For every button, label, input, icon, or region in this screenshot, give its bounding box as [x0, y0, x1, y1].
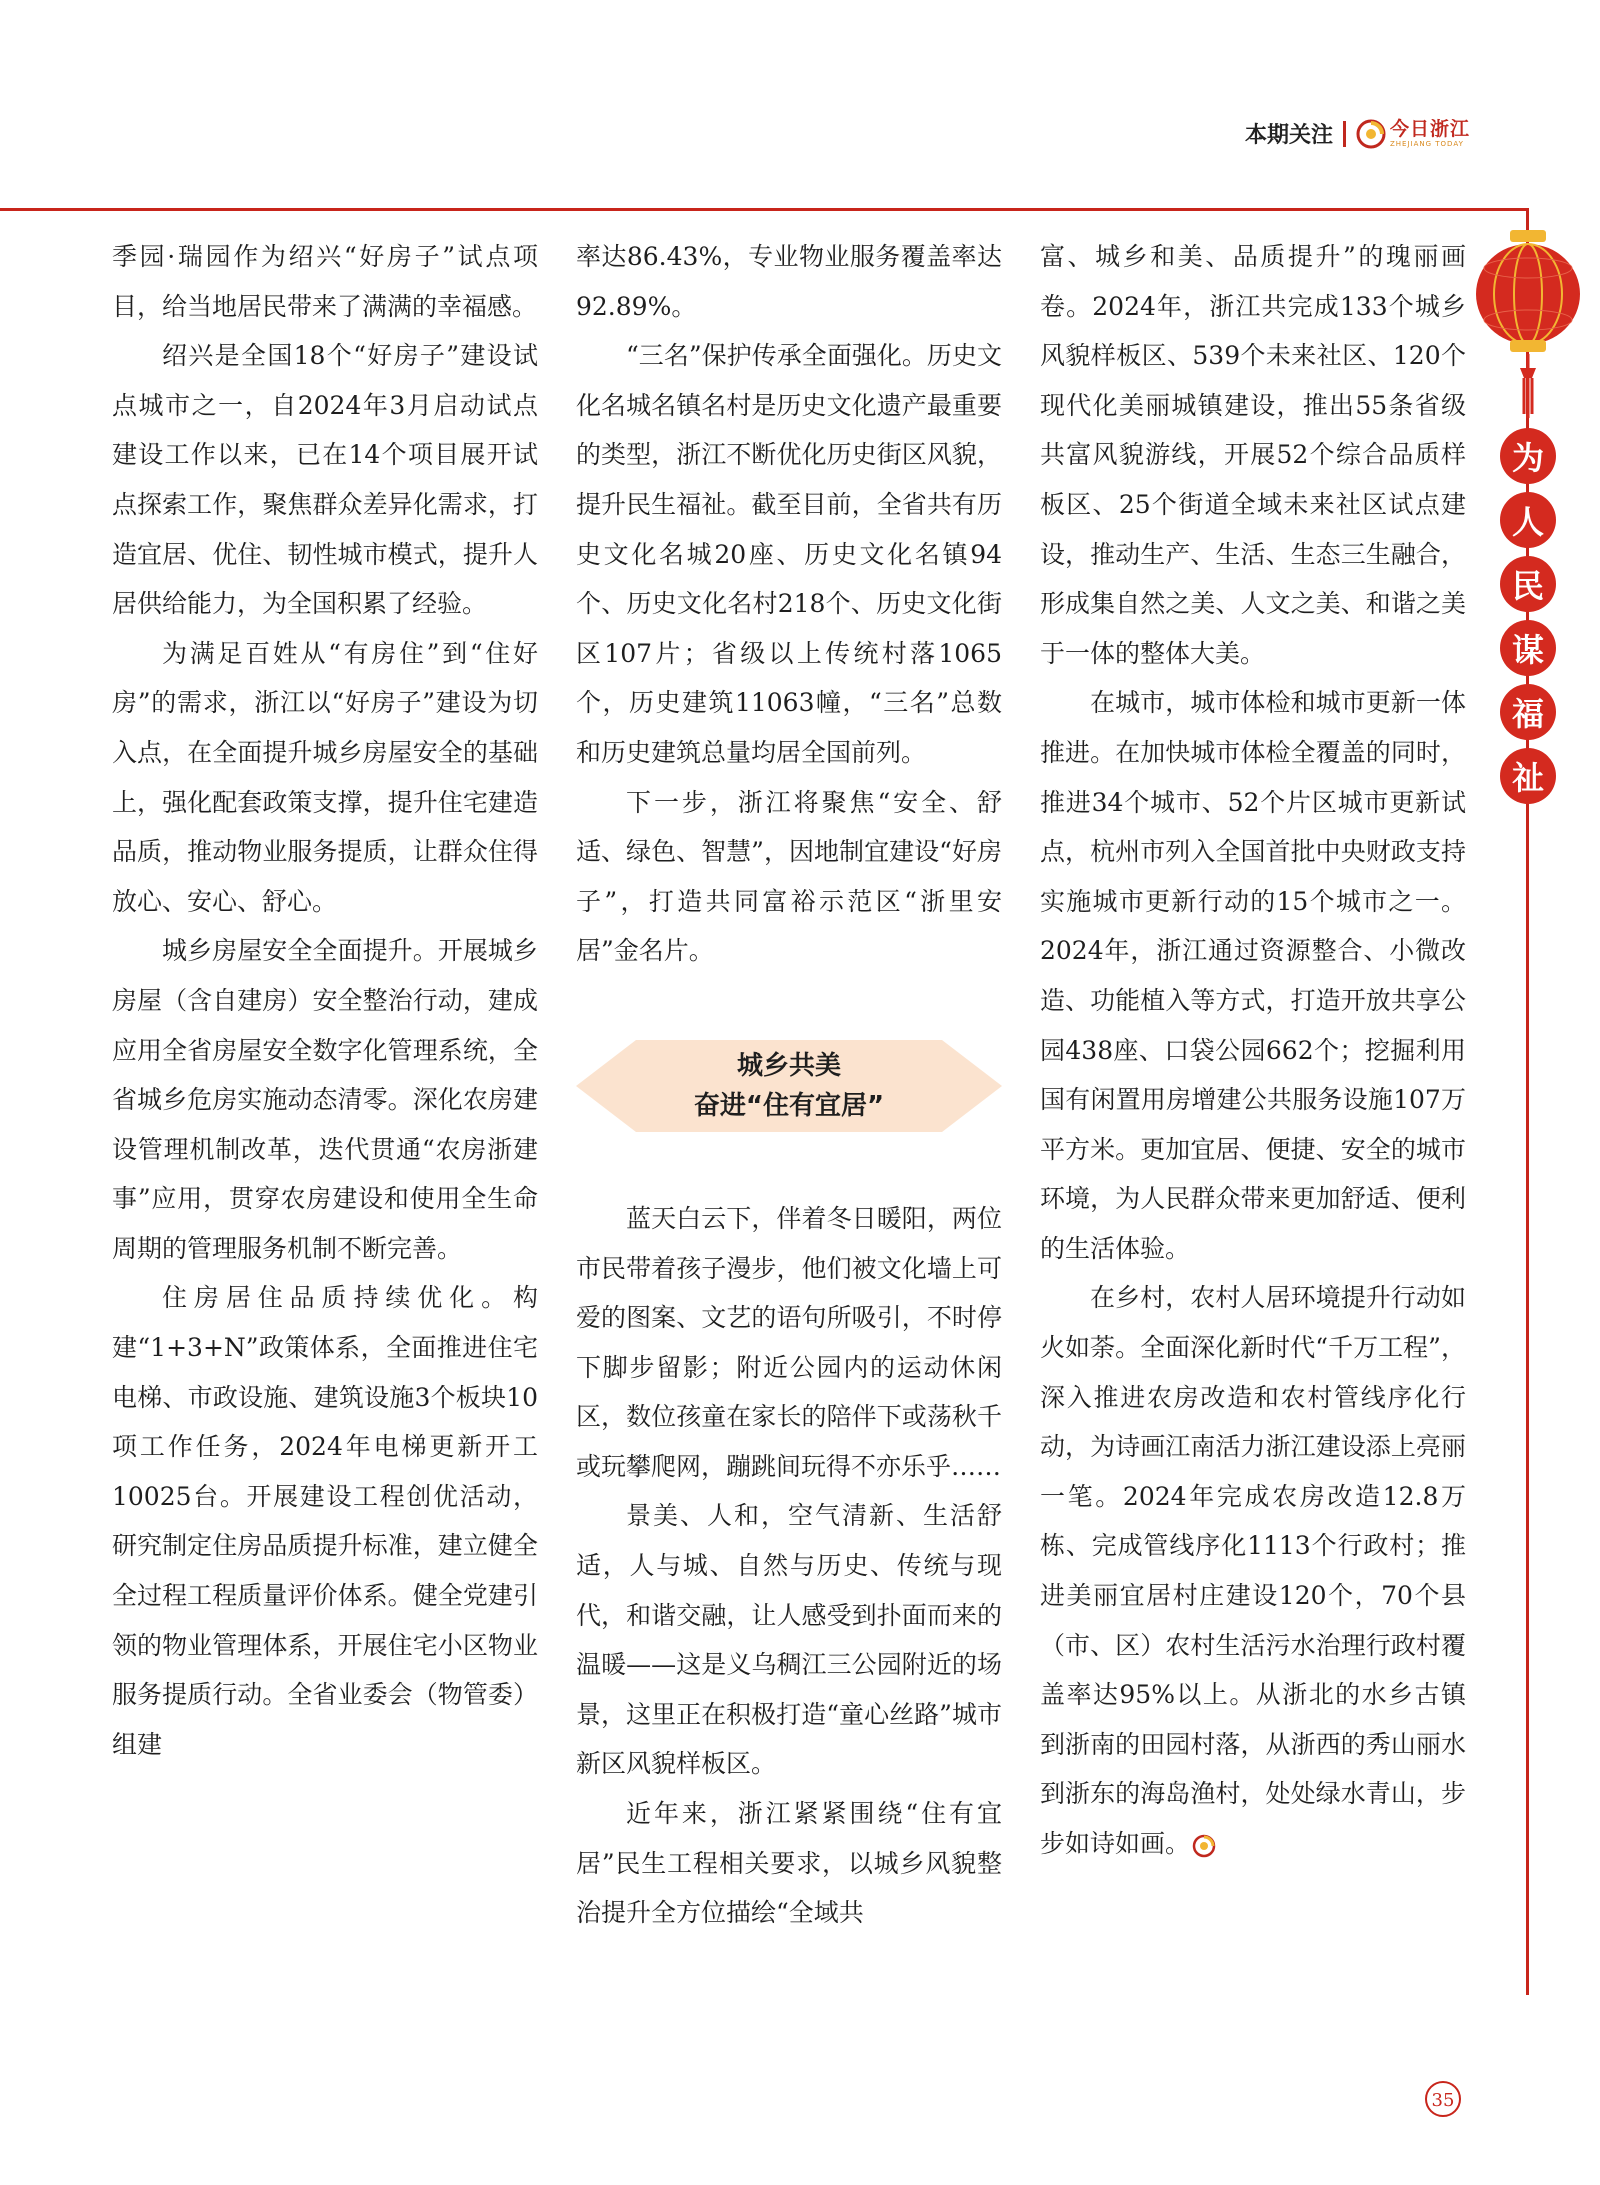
paragraph: 为满足百姓从“有房住”到“住好房”的需求，浙江以“好房子”建设为切入点，在全面提升城乡房屋安全的基础上，强化配套政策支撑，提升住宅建造品质，推动物业服务提质，让群众住得放心、安心、舒心。	[112, 638, 538, 916]
paragraph: 景美、人和，空气清新、生活舒适，人与城、自然与历史、传统与现代，和谐交融，让人感受到扑面而来的温暖——这是义乌稠江三公园附近的场景，这里正在积极打造“童心丝路”城市新区风貌样板区。	[576, 1501, 1002, 1779]
paragraph: 城乡房屋安全全面提升。开展城乡房屋（含自建房）安全整治行动，建成应用全省房屋安全数字化管理系统，全省城乡危房实施动态清零。深化农房建设管理机制改革，迭代贯通“农房浙建事”应用，贯穿农房建设和使用全生命周期的管理服务机制不断完善。	[112, 936, 538, 1263]
paragraph: 绍兴是全国18个“好房子”建设试点城市之一，自2024年3月启动试点建设工作以来，已在14个项目展开试点探索工作，聚焦群众差异化需求，打造宜居、优住、韧性城市模式，提升人居供给能力，为全国积累了经验。	[112, 341, 538, 619]
paragraph	[1040, 1273, 1466, 1868]
paragraph: 近年来，浙江紧紧围绕“住有宜居”民生工程相关要求，以城乡风貌整治提升全方位描绘“全域共	[576, 1799, 1002, 1928]
top-rule	[0, 208, 1528, 211]
slogan-badges	[1500, 428, 1556, 804]
slogan-char: 谋	[1500, 620, 1556, 676]
sun-swirl-logo-icon	[1356, 119, 1386, 149]
slogan-char: 祉	[1500, 748, 1556, 804]
paragraph-text: 在乡村，农村人居环境提升行动如火如荼。全面深化新时代“千万工程”，深入推进农房改造和农村管线序化行动，为诗画江南活力浙江建设添上亮丽一笔。2024年完成农房改造12.8万栋、完成管线序化1113个行政村；推进美丽宜居村庄建设120个，70个县（市、区）农村生活污水治理行政村覆盖率达95%以上。从浙北的水乡古镇到浙南的田园村落，从浙西的秀山丽水到浙东的海岛渔村，处处绿水青山，步步如诗如画。	[1040, 1283, 1466, 1858]
paragraph: 富、城乡和美、品质提升”的瑰丽画卷。2024年，浙江共完成133个城乡风貌样板区、539个未来社区、120个现代化美丽城镇建设，推出55条省级共富风貌游线，开展52个综合品质样板区、25个街道全域未来社区试点建设，推动生产、生活、生态三生融合，形成集自然之美、人文之美、和谐之美于一体的整体大美。	[1040, 242, 1466, 668]
header-divider	[1343, 121, 1346, 147]
paragraph: “三名”保护传承全面强化。历史文化名城名镇名村是历史文化遗产最重要的类型，浙江不断优化历史街区风貌，提升民生福祉。截至目前，全省共有历史文化名城20座、历史文化名镇94个、历史文化名村218个、历史文化街区107片；省级以上传统村落1065个，历史建筑11063幢，“三名”总数和历史建筑总量均居全国前列。	[576, 341, 1002, 767]
slogan-char: 为	[1500, 428, 1556, 484]
page-number-badge	[1423, 2079, 1463, 2119]
red-lantern-icon	[1474, 228, 1582, 418]
paragraph: 下一步，浙江将聚焦“安全、舒适、绿色、智慧”，因地制宜建设“好房子”，打造共同富裕示范区“浙里安居”金名片。	[576, 787, 1002, 966]
section-label: 本期关注	[1244, 123, 1333, 148]
paragraph: 季园·瑞园作为绍兴“好房子”试点项目，给当地居民带来了满满的幸福感。	[112, 242, 538, 321]
paragraph: 在城市，城市体检和城市更新一体推进。在加快城市体检全覆盖的同时，推进34个城市、52个片区城市更新试点，杭州市列入全国首批中央财政支持实施城市更新行动的15个城市之一。2024年，浙江通过资源整合、小微改造、功能植入等方式，打造开放共享公园438座、口袋公园662个；挖掘利用国有闲置用房增建公共服务设施107万平方米。更加宜居、便捷、安全的城市环境，为人民群众带来更加舒适、便利的生活体验。	[1040, 688, 1466, 1263]
slogan-char: 人	[1500, 492, 1556, 548]
article-column-3	[1040, 232, 1466, 1869]
magazine-logo	[1356, 119, 1470, 149]
sun-swirl-end-icon	[1192, 1834, 1216, 1858]
paragraph: 蓝天白云下，伴着冬日暖阳，两位市民带着孩子漫步，他们被文化墙上可爱的图案、文艺的语句所吸引，不时停下脚步留影；附近公园内的运动休闲区，数位孩童在家长的陪伴下或荡秋千或玩攀爬网，蹦跳间玩得不亦乐乎……	[576, 1203, 1002, 1481]
slogan-char: 民	[1500, 556, 1556, 612]
banner-line-2: 奋进“住有宜居”	[693, 1090, 885, 1121]
logo-english: ZHEJIANG TODAY	[1389, 139, 1464, 148]
logo-chinese: 今日浙江	[1389, 117, 1470, 140]
paragraph: 率达86.43%，专业物业服务覆盖率达92.89%。	[576, 242, 1002, 321]
paragraph: 住房居住品质持续优化。构建“1+3+N”政策体系，全面推进住宅电梯、市政设施、建筑设施3个板块10项工作任务，2024年电梯更新开工10025台。开展建设工程创优活动，研究制定住房品质提升标准，建立健全全过程工程质量评价体系。健全党建引领的物业管理体系，开展住宅小区物业服务提质行动。全省业委会（物管委）组建	[112, 1283, 538, 1759]
article-column-2	[576, 232, 1002, 1938]
article-column-1	[112, 232, 538, 1769]
slogan-char: 福	[1500, 684, 1556, 740]
page-number: 35	[1431, 2090, 1455, 2111]
banner-line-1: 城乡共美	[736, 1050, 841, 1081]
page-header	[1245, 118, 1470, 149]
section-heading-banner	[576, 1038, 1002, 1134]
